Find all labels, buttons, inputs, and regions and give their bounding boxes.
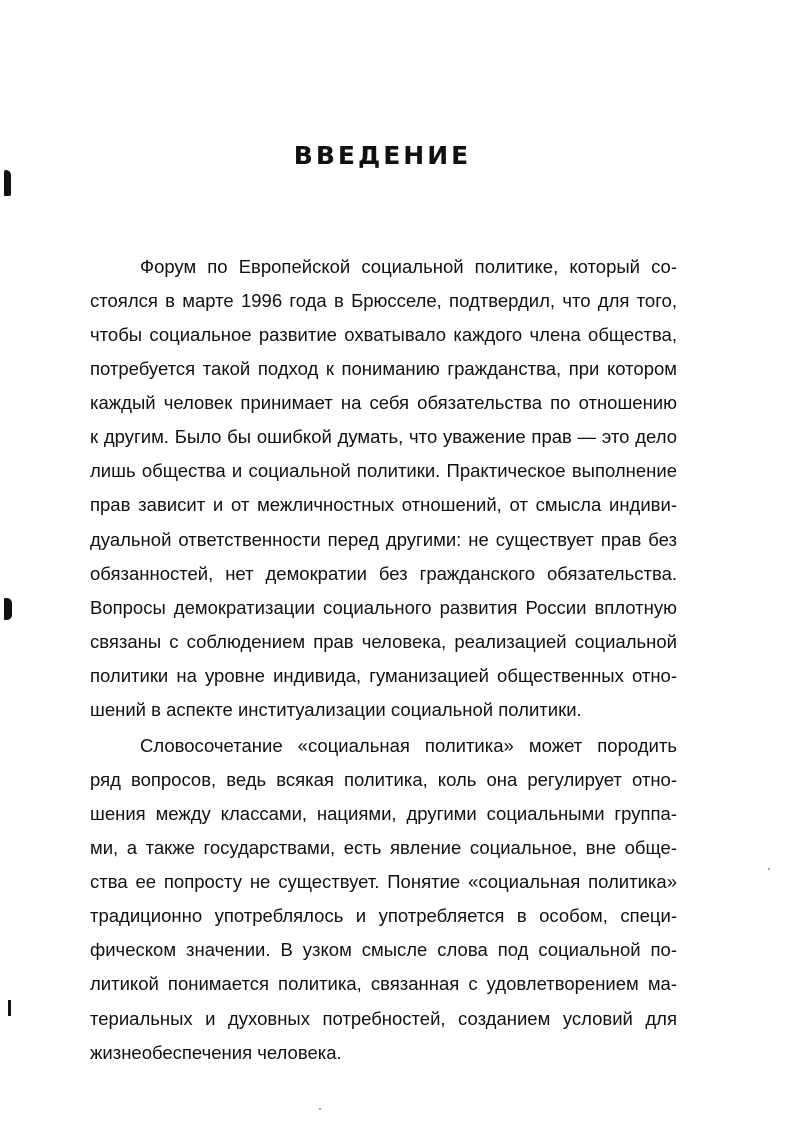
text-line: обязанностей, нет демократии без гражданского обязательства. — [90, 563, 677, 584]
text-line: териальных и духовных потребностей, созданием условий для — [90, 1008, 677, 1029]
text-line: ряд вопросов, ведь всякая политика, коль она регулирует отно- — [90, 769, 677, 790]
text-line: стоялся в марте 1996 года в Брюсселе, подтвердил, что для того, — [90, 290, 677, 311]
text-line: жизнеобеспечения человека. — [90, 1042, 342, 1063]
scan-mark-top — [4, 170, 11, 196]
text-line: лишь общества и социальной политики. Практическое выполнение — [90, 460, 677, 481]
scan-speck — [768, 868, 770, 870]
text-line: Вопросы демократизации социального развития России вплотную — [90, 597, 677, 618]
text-line: Словосочетание «социальная политика» может породить — [140, 735, 677, 756]
text-line: политики на уровне индивида, гуманизацией общественных отно- — [90, 665, 677, 686]
text-line: фическом значении. В узком смысле слова под социальной по- — [90, 939, 677, 960]
scan-speck — [319, 1108, 321, 1110]
page-title: ВВЕДЕНИЕ — [293, 141, 472, 170]
text-line: чтобы социальное развитие охватывало каждого члена общества, — [90, 324, 677, 345]
text-line: литикой понимается политика, связанная с удовлетворением ма- — [90, 973, 677, 994]
text-line: шения между классами, нациями, другими социальными группа- — [90, 803, 677, 824]
text-line: прав зависит и от межличностных отношений, от смысла индиви- — [90, 494, 677, 515]
text-line: каждый человек принимает на себя обязательства по отношению — [90, 392, 677, 413]
scan-mark-middle — [4, 598, 12, 620]
text-line: шений в аспекте институализации социальной политики. — [90, 699, 582, 720]
text-line: связаны с соблюдением прав человека, реализацией социальной — [90, 631, 677, 652]
text-line: потребуется такой подход к пониманию гражданства, при котором — [90, 358, 677, 379]
text-line: традиционно употреблялось и употребляется в особом, специ- — [90, 905, 677, 926]
text-line: к другим. Было бы ошибкой думать, что уважение прав — это дело — [90, 426, 677, 447]
text-line: Форум по Европейской социальной политике, который со- — [140, 256, 677, 277]
text-line: ства ее попросту не существует. Понятие «социальная политика» — [90, 871, 677, 892]
text-line: ми, а также государствами, есть явление социальное, вне обще- — [90, 837, 677, 858]
text-line: дуальной ответственности перед другими: не существует прав без — [90, 529, 677, 550]
scan-mark-bottom — [8, 1000, 11, 1016]
